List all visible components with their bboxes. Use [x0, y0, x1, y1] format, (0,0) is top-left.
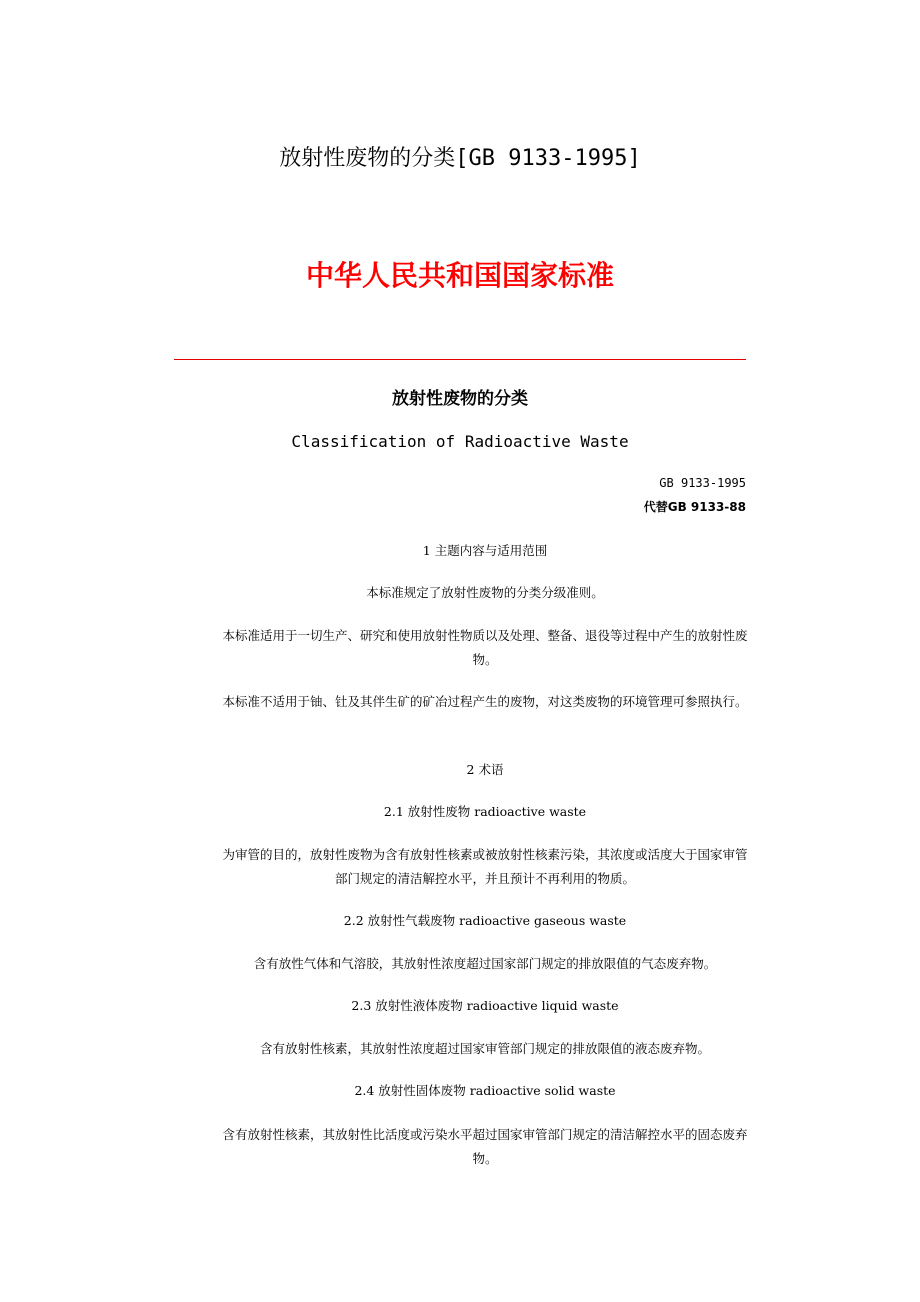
standard-title-english: Classification of Radioactive Waste: [291, 432, 629, 451]
document-title: 放射性废物的分类[GB 9133-1995]: [279, 146, 641, 171]
term-2-2-definition: 含有放性气体和气溶胶，其放射性浓度超过国家部门规定的排放限值的气态废弃物。: [253, 956, 717, 971]
red-divider: [174, 359, 746, 360]
standard-title-chinese: 放射性废物的分类: [392, 389, 528, 409]
term-2-1-definition: 为审管的目的，放射性废物为含有放射性核素或被放射性核素污染，其浓度或活度大于国家审管部门规定的清洁解控水平，并且预计不再利用的物质。: [222, 847, 748, 886]
section-1-paragraph-1: 本标准规定了放射性废物的分类分级准则。: [366, 585, 604, 600]
term-2-4-heading: 2.4 放射性固体废物 radioactive solid waste: [354, 1083, 616, 1098]
section-1-paragraph-3: 本标准不适用于铀、钍及其伴生矿的矿冶过程产生的废物，对这类废物的环境管理可参照执行。: [222, 694, 748, 709]
section-1-heading: 1 主题内容与适用范围: [422, 543, 548, 558]
section-2-heading: 2 术语: [466, 762, 504, 777]
national-standard-heading: 中华人民共和国国家标准: [305, 259, 614, 292]
term-2-1-heading: 2.1 放射性废物 radioactive waste: [383, 804, 587, 819]
term-2-3-heading: 2.3 放射性液体废物 radioactive liquid waste: [351, 998, 619, 1013]
section-1-paragraph-2: 本标准适用于一切生产、研究和使用放射性物质以及处理、整备、退役等过程中产生的放射性废物。: [222, 628, 748, 667]
term-2-2-heading: 2.2 放射性气载废物 radioactive gaseous waste: [343, 913, 627, 928]
standard-code: GB 9133-1995: [659, 476, 746, 490]
term-2-3-definition: 含有放射性核素，其放射性浓度超过国家审管部门规定的排放限值的液态废弃物。: [259, 1041, 710, 1056]
term-2-4-definition: 含有放射性核素，其放射性比活度或污染水平超过国家审管部门规定的清洁解控水平的固态废弃物。: [222, 1127, 748, 1166]
standard-replaces: 代替GB 9133-88: [643, 500, 746, 514]
